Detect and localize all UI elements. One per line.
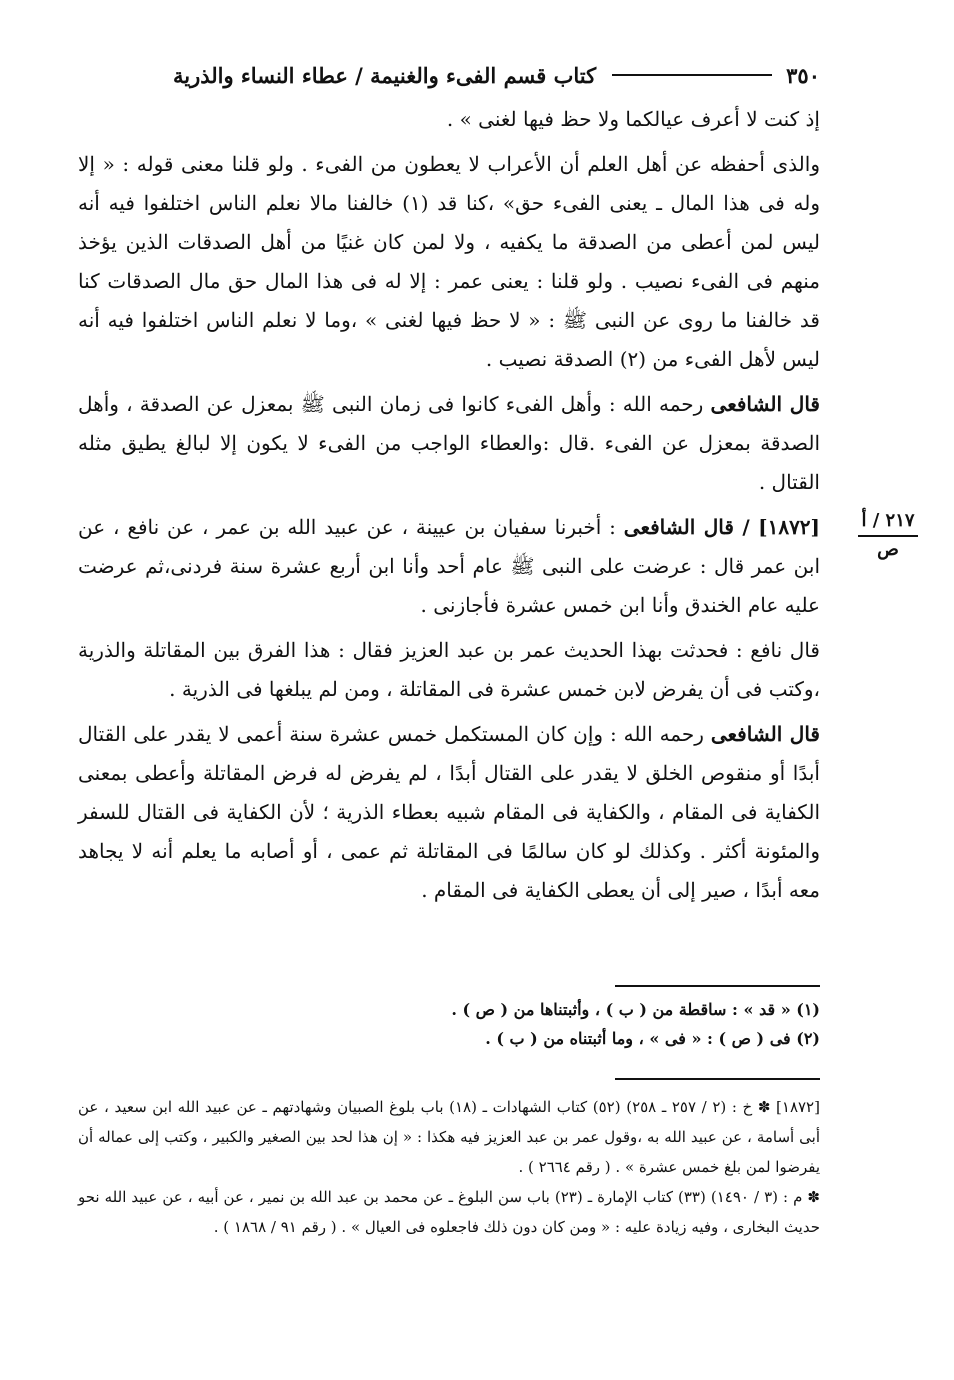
- paragraph-2: والذى أحفظه عن أهل العلم أن الأعراب لا يعطون من الفىء . ولو قلنا معنى قوله : « إلا وله فى هذا المال ـ يعنى الفىء حق» ،كنا قد (١) خالفنا مالا نعلم الناس اختلفوا فيه أنه ليس لمن أعطى من الصدقة ما يكفيه ، ولا لمن كان غنيًا من أهل الصدقات الذين يؤخذ منهم فى الفىء نصيب . ولو قلنا : يعنى عمر : إلا له فى هذا المال حق مال الصدقات كنا قد خالفنا ما روى عن النبى ﷺ : « لا حظ فيها لغنى » ،وما لا نعلم الناس اختلفوا فيه أنه ليس لأهل الفىء من (٢) الصدقة نصيب .: [78, 152, 820, 371]
- paragraph-3-text: رحمه الله : وأهل الفىء كانوا فى زمان النبى ﷺ بمعزل عن الصدقة ، وأهل الصدقة بمعزل عن الفىء .قال :والعطاء الواجب من الفىء لا يكون إلا لبالغ يطيق مثله القتال .: [78, 392, 820, 494]
- page-number: ٣٥٠: [786, 62, 820, 88]
- running-head: [78, 58, 820, 92]
- paragraph-6: [78, 715, 820, 910]
- paragraph-4: [78, 508, 820, 625]
- footnote-2: (٢) فى ( ص ) : « فى » ، وما أثبتناه من ( ب ) .: [485, 1029, 820, 1048]
- footnotes: [78, 995, 820, 1053]
- speaker-label: / قال الشافعى: [623, 515, 759, 539]
- footnote-rule: [615, 985, 820, 987]
- main-text: [78, 100, 820, 916]
- folio-number: ٢١٧ / أ: [858, 510, 918, 537]
- paragraph-1: إذ كنت لا أعرف عيالكما ولا حظ فيها لغنى » .: [446, 107, 820, 131]
- hadith-number: [١٨٧٢]: [758, 515, 821, 539]
- speaker-label: قال الشافعى: [710, 722, 820, 746]
- speaker-label: قال الشافعى: [710, 392, 820, 416]
- paragraph-5: قال نافع : فحدثت بهذا الحديث عمر بن عبد العزيز فقال : هذا الفرق بين المقاتلة والذرية ،وكتب فى أن يفرض لابن خمس عشرة فى المقاتلة ، ومن لم يبلغها فى الذرية .: [78, 638, 820, 701]
- source-muslim: ✽ م : (٣ / ١٤٩٠) (٣٣) كتاب الإمارة ـ (٢٣) باب سن البلوغ ـ عن محمد بن عبد الله بن نمير ، عن أبيه ، عن عبيد الله نحو حديث البخارى ، وفيه زيادة عليه : « ومن كان دون ذلك فاجعلوه فى العيال » . ( رقم ٩١ / ١٨٦٨ ) .: [78, 1188, 820, 1236]
- running-title: كتاب قسم الفىء والغنيمة / عطاء النساء والذرية: [172, 62, 597, 88]
- header-rule: [612, 74, 772, 76]
- paragraph-6-text: رحمه الله : وإن كان المستكمل خمس عشرة سنة أعمى لا يقدر على القتال أبدًا أو منقوص الخلق لا يقدر على القتال أبدًا ، لم يفرض له فرض المقاتلة وأعطى بمعنى الكفاية فى المقام ، والكفاية فى المقام شبيه بعطاء الذرية ؛ لأن الكفاية فى القتال للسفر والمئونة أكثر . وكذلك لو كان سالمًا فى المقاتلة ثم عمى ، أو أصابه ما يعلم أنه لا يجاهد معه أبدًا ، صير إلى أن يعطى الكفاية فى المقام .: [78, 722, 820, 902]
- paragraph-4-text: : أخبرنا سفيان بن عيينة ، عن عبيد الله بن عمر ، عن نافع ، عن ابن عمر قال : عرضت على النبى ﷺ عام أحد وأنا ابن أربع عشرة سنة فردنى،ثم عرضت عليه عام الخندق وأنا ابن خمس عشرة فأجازنى .: [78, 515, 820, 617]
- source-bukhari: [١٨٧٢] ✽ خ : (٢ / ٢٥٧ ـ ٢٥٨) (٥٢) كتاب الشهادات ـ (١٨) باب بلوغ الصبيان وشهادتهم ـ عن عبيد الله ابن سعيد ، عن أبى أسامة ، عن عبيد الله به ،وقول عمر بن عبد العزيز فيه هكذا : « إن هذا لحد بين الصغير والكبير ، وكتب إلى عماله أن يفرضوا لمن بلغ خمس عشرة » . ( رقم ٢٦٦٤ ) .: [78, 1098, 820, 1176]
- paragraph-3: [78, 385, 820, 502]
- footnote-1: (١) « قد » : ساقطة من ( ب ) ، وأثبتناها من ( ص ) .: [451, 1000, 820, 1019]
- hadith-sources: [78, 1092, 820, 1242]
- manuscript-siglum: ص: [877, 539, 899, 560]
- manuscript-folio-note: [858, 510, 918, 560]
- sources-rule: [615, 1078, 820, 1080]
